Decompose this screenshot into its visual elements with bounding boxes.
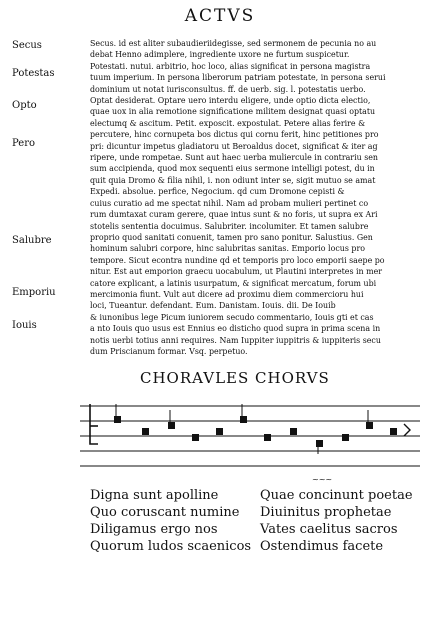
text-line: & iunonibus lege Picum iuniorem secudo commentario, Iouis gti et cas [90,312,374,322]
text-line: proprio quod sanitati conuenit, tamen pro sano ponitur. Salustius. Gen [90,232,373,242]
chorus-heading: CHORAVLES CHORVS [140,369,330,387]
text-line: tempore. Sicut econtra nundine qd et temporis pro loco emporii saepe po [90,255,385,265]
margin-note: Salubre [12,235,52,246]
text-line: dum Priscianum formar. Vsq. perpetuo. [90,346,248,356]
text-line: catore explicant, a latinis usurpatum, & significat mercatum, forum ubi [90,278,377,288]
commentary-text [90,38,430,357]
text-line: pri: dicuntur impetus gladiatoru ut Beroaldus docet, significat & iter ag [90,141,378,151]
text-line: notis uerbi totius anni requires. Nam Iuppiter iuppitris & iuppiteris secu [90,335,381,345]
text-line: rum dumtaxat curam gerere, quae intus sunt & no foris, ut supra ex Ari [90,210,378,220]
margin-note: Potestas [12,68,55,79]
verse-line: Quo coruscant numine [90,505,240,520]
text-line: Expedi. absolue. perfice, Negocium. qd cum Dromone cepisti & [90,187,345,197]
text-line: percutere, hinc cornupeta bos dictus qui cornu ferit, hinc petitiones pro [90,130,379,140]
margin-note: Emporiu [12,287,56,298]
verse-line: Quorum ludos scaenicos [90,539,252,554]
text-line: Optat desiderat. Optare uero interdu eligere, unde optio dicta electio, [90,96,371,106]
handwritten-mark: ~~~ [312,475,333,484]
text-line: loci, Tueantur. defendant. Eum. Danistam. Iouis. dii. De Iouib [90,301,336,311]
verse-line: Diuinitus prophetae [260,505,392,520]
text-line: tuum imperium. In persona liberorum patriam potestate, in persona serui [90,73,386,83]
text-line: quae uox in alia remotione significatione militem designat quasi optatu [90,107,376,117]
text-line: Secus. id est aliter subaudieriidegisse, sed sermonem de pecunia no au [90,39,377,48]
text-line: stotelis sententia docuimus. Salubriter. incolumiter. Et tamen salubre [90,221,369,231]
text-line: mercimonia fiunt. Vult aut dicere ad proximu diem commercioru hui [90,289,364,299]
text-line: a nto Iouis quo usus est Ennius eo disticho quod supra in prima scena in [90,324,381,334]
margin-note: Secus [12,40,42,51]
text-line: sum accipienda, quod mox sequenti eius sermone intelligi potest, du in [90,164,375,174]
text-line: quit quia Dromo & filia nihil, i. non odiunt inter se, sigit mutuo se amat [90,175,376,185]
music-staff [80,394,420,474]
text-line: hominum salubri corpore, hinc salubritas sanitas. Emporio locus pro [90,244,365,254]
text-line: electumq & ascitum. Petit. exposcit. expostulat. Petere alias ferire & [90,118,366,128]
margin-note: Pero [12,138,35,149]
verse-line: Diligamus ergo nos [90,522,218,537]
verse-line: Quae concinunt poetae [260,488,413,503]
verse-line: Vates caelitus sacros [260,522,398,537]
page-header: ACTVS [184,6,256,26]
margin-note: Iouis [12,320,37,331]
text-line: cuius curatio ad me spectat nihil. Nam ad probam mulieri pertinet co [90,198,369,208]
text-line: ripere, unde rompetae. Sunt aut haec uerba muliercule in contrariu sen [90,153,378,163]
verse-line: Ostendimus facete [260,539,384,554]
verse-line: Digna sunt apolline [90,488,219,503]
text-line: dominium ut notat iurisconsultus. ff. de uerb. sig. l. potestatis uerbo. [90,84,366,94]
text-line: debat Henno adimplere, ingrediente uxore ne furtum suspicetur. [90,50,350,60]
text-line: nitur. Est aut emporion graecu uocabulum, ut Plautini interpretes in mer [90,267,383,277]
text-line: Potestati. nutui. arbitrio, hoc loco, alias significat in persona magistra [90,61,371,71]
margin-note: Opto [12,100,37,111]
